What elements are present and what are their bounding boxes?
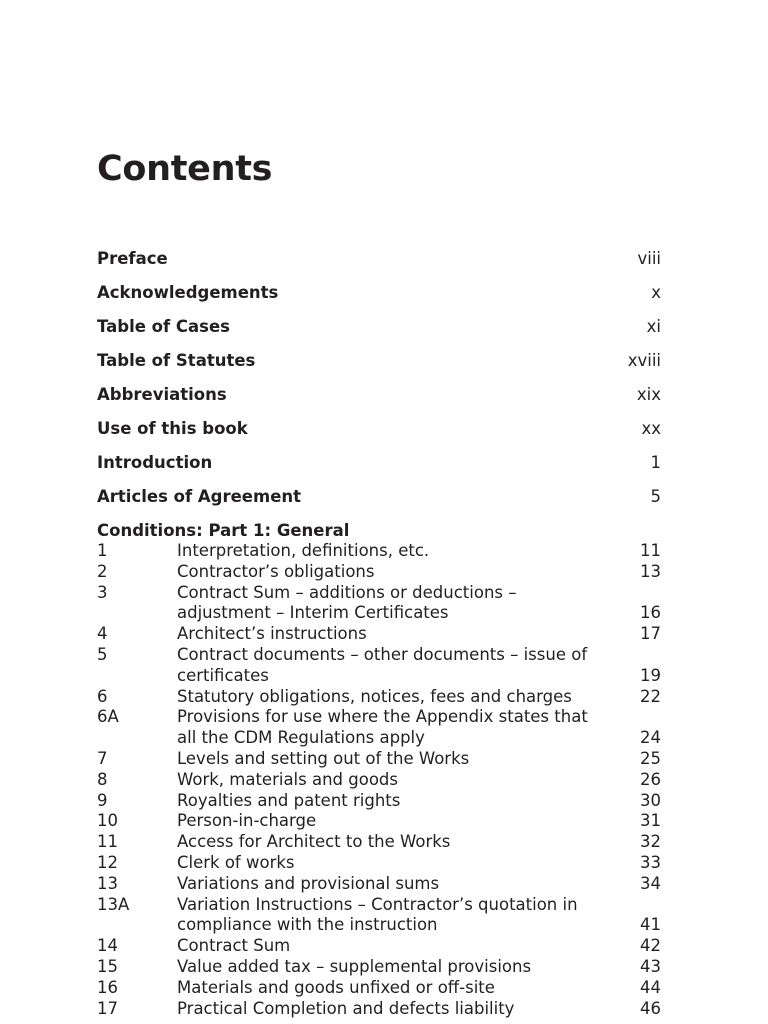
- toc-entry[interactable]: [97, 384, 661, 418]
- clause-page: 30: [640, 790, 661, 810]
- toc-entry-page: 5: [650, 487, 661, 506]
- clause-row[interactable]: [97, 978, 661, 999]
- clause-page: 11: [640, 541, 661, 560]
- clause-row[interactable]: [97, 707, 661, 749]
- clause-title: Access for Architect to the Works: [177, 832, 451, 852]
- clause-row[interactable]: [97, 874, 661, 895]
- clause-number: 7: [97, 748, 108, 768]
- clause-list: [97, 541, 661, 1019]
- toc-entry-page: xi: [646, 317, 661, 336]
- clause-number: 5: [97, 644, 108, 664]
- clause-number: 11: [97, 832, 118, 852]
- clause-number: 14: [97, 936, 118, 956]
- clause-page: 31: [640, 811, 661, 831]
- clause-title: Levels and setting out of the Works: [177, 748, 470, 768]
- clause-row[interactable]: [97, 749, 661, 770]
- clause-row[interactable]: [97, 957, 661, 978]
- clause-number: 15: [97, 956, 118, 976]
- clause-page: 41: [640, 915, 661, 935]
- section-heading: Conditions: Part 1: General: [97, 521, 350, 540]
- toc-entry[interactable]: [97, 418, 661, 452]
- clause-title: Interpretation, definitions, etc.: [177, 541, 430, 560]
- clause-title: Contract documents – other documents – issue of certificates: [177, 644, 588, 685]
- toc-entry-title: Use of this book: [97, 419, 248, 438]
- clause-row[interactable]: [97, 791, 661, 812]
- clause-row[interactable]: [97, 562, 661, 583]
- clause-number: 13A: [97, 894, 130, 914]
- clause-page: 24: [640, 728, 661, 748]
- clause-title: Architect’s instructions: [177, 624, 367, 644]
- clause-title: Person-in-charge: [177, 811, 317, 831]
- toc-entry-page: xviii: [627, 351, 661, 370]
- clause-page: 44: [640, 977, 661, 997]
- clause-title: Practical Completion and defects liability: [177, 998, 515, 1018]
- clause-page: 17: [640, 624, 661, 644]
- clause-row[interactable]: [97, 999, 661, 1020]
- clause-page: 19: [640, 665, 661, 685]
- clause-page: 42: [640, 936, 661, 956]
- toc-entry-title: Abbreviations: [97, 385, 227, 404]
- clause-number: 17: [97, 998, 118, 1018]
- clause-title: Work, materials and goods: [177, 769, 399, 789]
- clause-page: 43: [640, 956, 661, 976]
- toc-entry-page: xx: [641, 419, 661, 438]
- toc-entry-title: Articles of Agreement: [97, 487, 302, 506]
- clause-title: Contract Sum: [177, 936, 291, 956]
- clause-row[interactable]: [97, 811, 661, 832]
- clause-page: 16: [640, 603, 661, 623]
- toc-entry[interactable]: [97, 350, 661, 384]
- clause-title: Provisions for use where the Appendix states that all the CDM Regulations apply: [177, 707, 588, 748]
- clause-number: 8: [97, 769, 108, 789]
- clause-title: Statutory obligations, notices, fees and charges: [177, 686, 572, 706]
- clause-title: Variation Instructions – Contractor’s quotation in compliance with the instruction: [177, 894, 578, 935]
- clause-number: 4: [97, 624, 108, 644]
- clause-row[interactable]: [97, 583, 661, 625]
- clause-number: 3: [97, 582, 108, 602]
- clause-title: Variations and provisional sums: [177, 873, 440, 893]
- clause-row[interactable]: [97, 853, 661, 874]
- clause-row[interactable]: [97, 936, 661, 957]
- clause-page: 13: [640, 561, 661, 581]
- toc-entry[interactable]: [97, 282, 661, 316]
- toc-entry-page: 1: [650, 453, 661, 472]
- clause-number: 1: [97, 541, 108, 560]
- clause-number: 16: [97, 977, 118, 997]
- clause-row[interactable]: [97, 541, 661, 562]
- clause-row[interactable]: [97, 624, 661, 645]
- toc-entry[interactable]: [97, 452, 661, 486]
- clause-page: 34: [640, 873, 661, 893]
- clause-title: Contract Sum – additions or deductions – adjustment – Interim Certificates: [177, 582, 517, 623]
- clause-title: Clerk of works: [177, 852, 295, 872]
- clause-page: 33: [640, 852, 661, 872]
- clause-row[interactable]: [97, 770, 661, 791]
- front-matter-list: [97, 248, 661, 520]
- toc-entry-page: viii: [637, 249, 661, 268]
- clause-title: Value added tax – supplemental provisions: [177, 956, 532, 976]
- clause-number: 10: [97, 811, 118, 831]
- clause-page: 46: [640, 998, 661, 1018]
- clause-number: 13: [97, 873, 118, 893]
- clause-number: 12: [97, 852, 118, 872]
- page-title: Contents: [97, 149, 273, 189]
- clause-number: 2: [97, 561, 108, 581]
- toc-entry-title: Table of Statutes: [97, 351, 256, 370]
- clause-number: 6A: [97, 707, 119, 727]
- clause-title: Royalties and patent rights: [177, 790, 401, 810]
- clause-page: 25: [640, 748, 661, 768]
- toc-entry-page: x: [651, 283, 661, 302]
- clause-title: Contractor’s obligations: [177, 561, 375, 581]
- toc-entry-title: Table of Cases: [97, 317, 230, 336]
- toc-entry-title: Preface: [97, 249, 168, 268]
- clause-number: 6: [97, 686, 108, 706]
- toc-entry[interactable]: [97, 316, 661, 350]
- toc-entry-title: Introduction: [97, 453, 213, 472]
- clause-page: 32: [640, 832, 661, 852]
- clause-page: 26: [640, 769, 661, 789]
- clause-title: Materials and goods unfixed or off-site: [177, 977, 495, 997]
- clause-number: 9: [97, 790, 108, 810]
- clause-row[interactable]: [97, 645, 661, 687]
- toc-entry[interactable]: [97, 486, 661, 520]
- clause-row[interactable]: [97, 895, 661, 937]
- toc-entry[interactable]: [97, 248, 661, 282]
- toc-entry-page: xix: [636, 385, 661, 404]
- clause-row[interactable]: [97, 832, 661, 853]
- clause-page: 22: [640, 686, 661, 706]
- toc-entry-title: Acknowledgements: [97, 283, 279, 302]
- clause-row[interactable]: [97, 687, 661, 708]
